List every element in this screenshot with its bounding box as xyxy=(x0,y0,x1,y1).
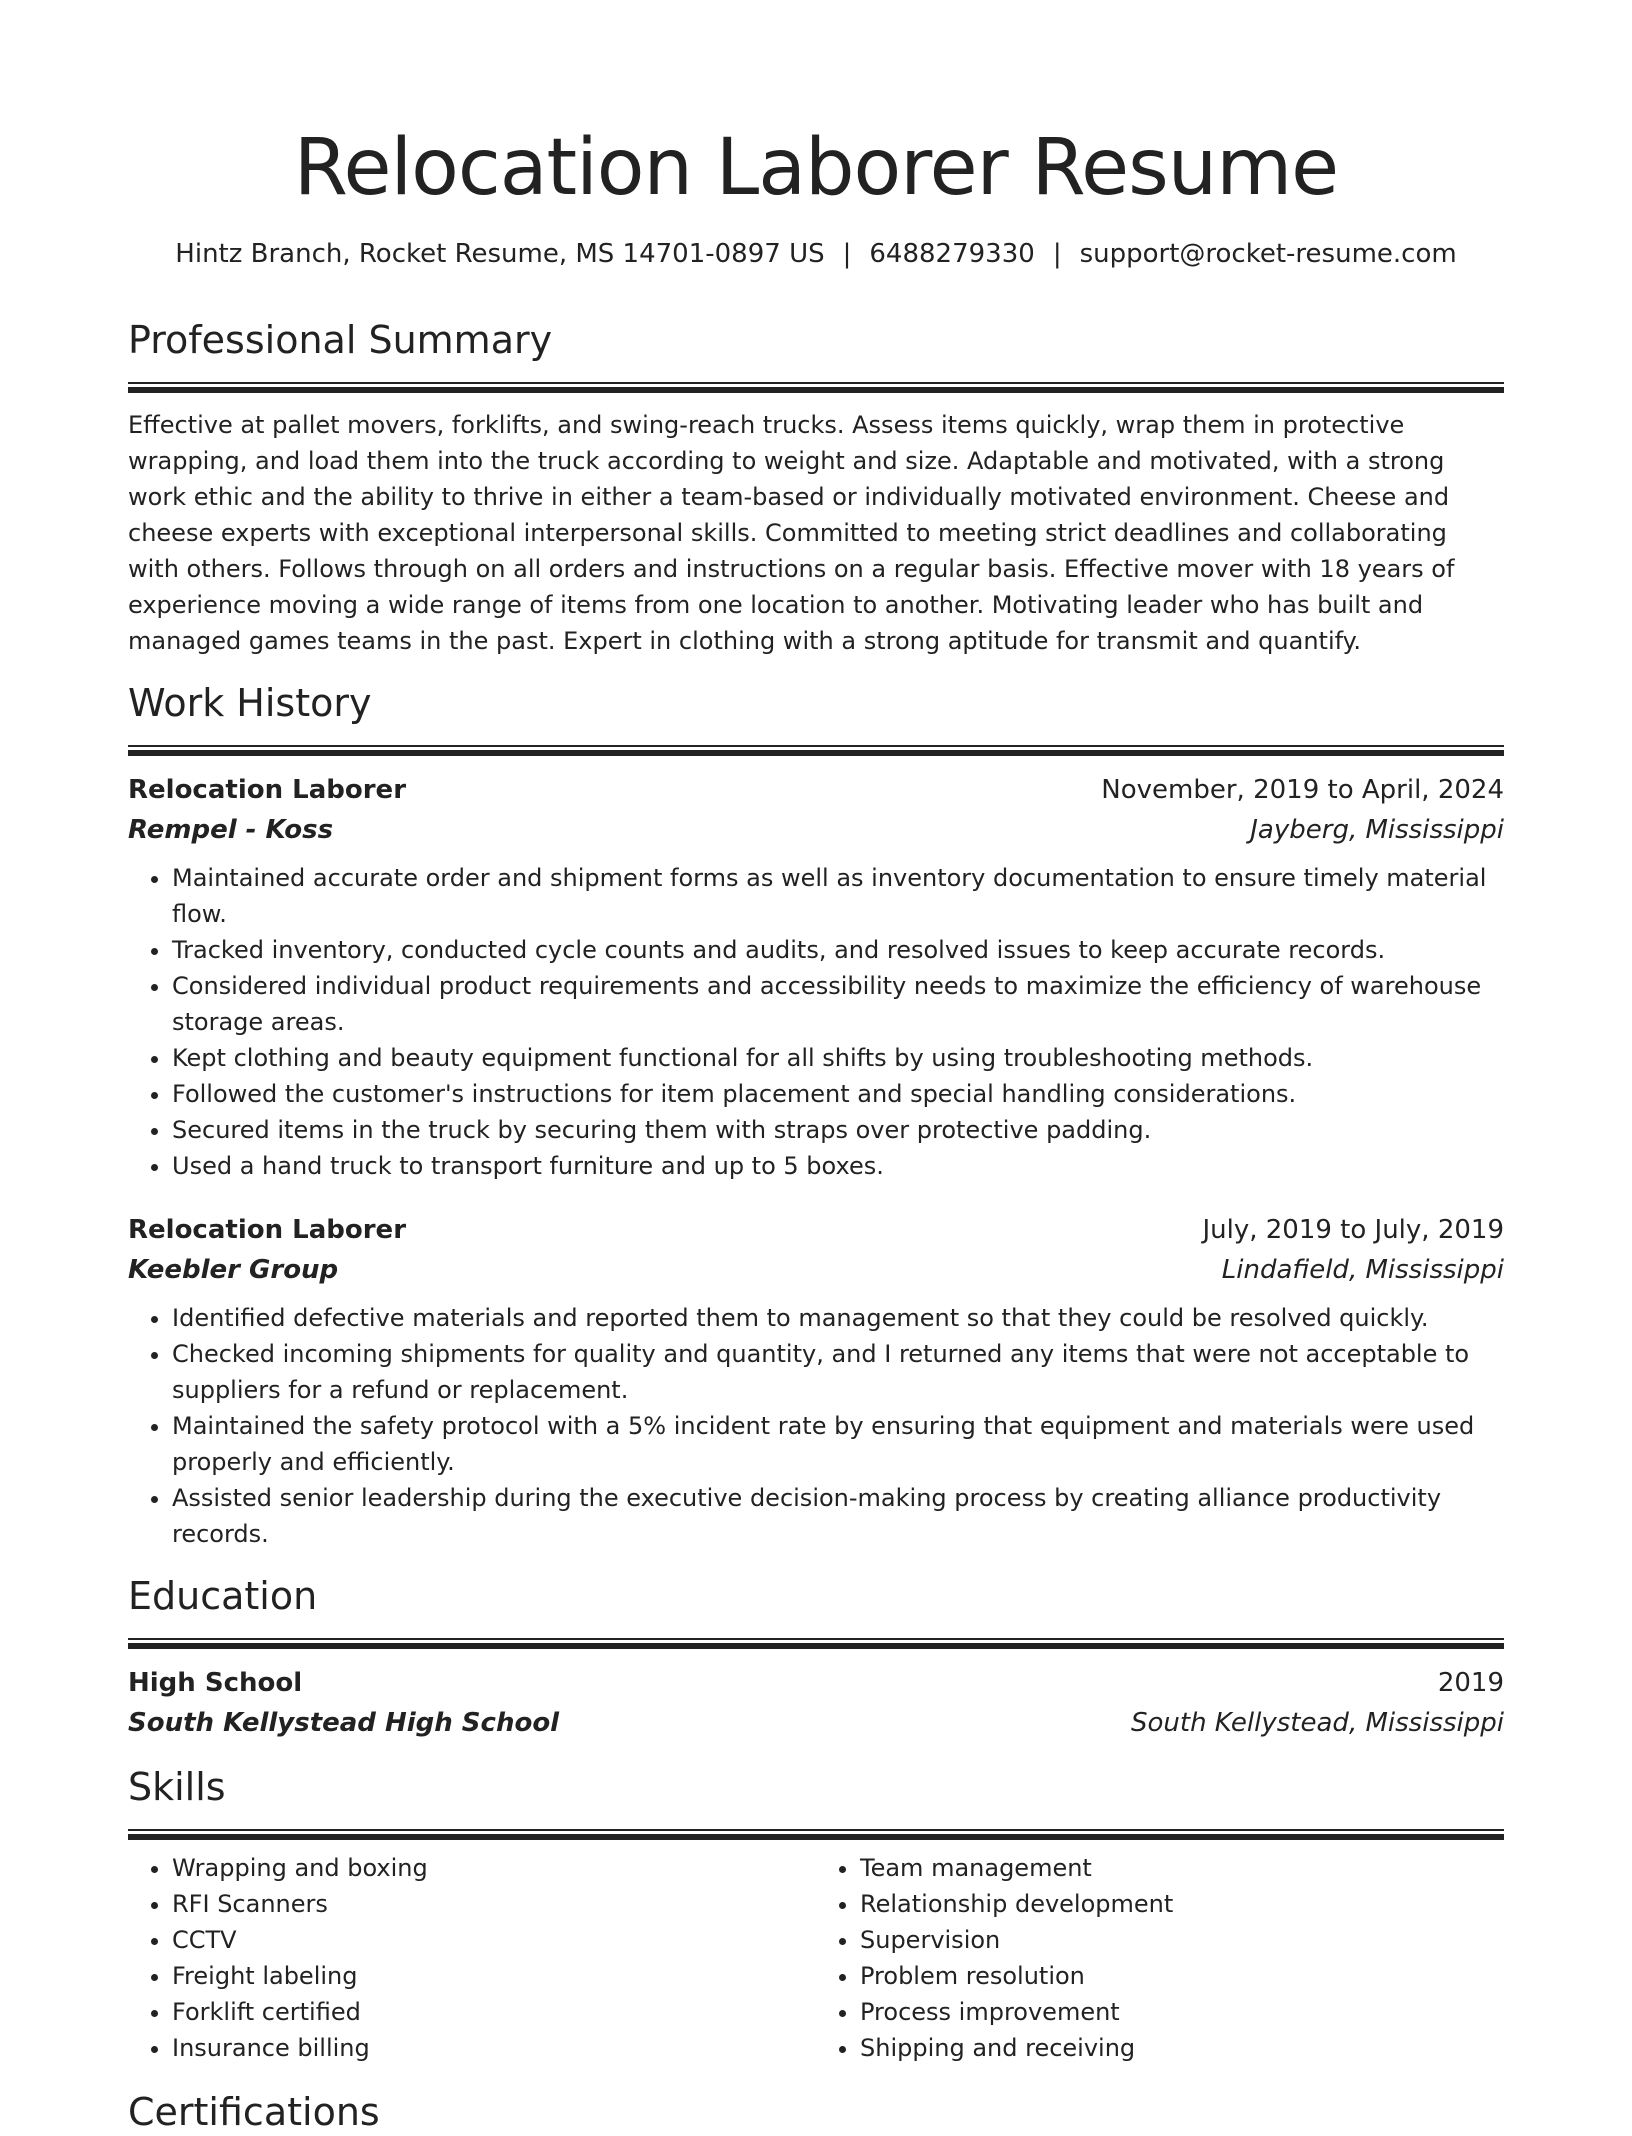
skills-section xyxy=(128,1763,1504,2066)
skills-columns xyxy=(128,1850,1504,2066)
education-header-row xyxy=(128,1663,1504,1703)
job-header-row xyxy=(128,1210,1504,1250)
skill-item: • Wrapping and boxing xyxy=(172,1850,816,1886)
education-school-row xyxy=(128,1703,1504,1743)
section-title-certifications: Certifications xyxy=(128,2090,380,2134)
job-employer: Keebler Group xyxy=(128,1255,339,1285)
job-header-row xyxy=(128,770,1504,810)
education-entry xyxy=(128,1663,1504,1743)
job-dates: July, 2019 to July, 2019 xyxy=(1202,1215,1504,1245)
job-bullet: • Identified defective materials and reported them to management so that they could be resolved quickly. xyxy=(172,1300,1504,1336)
job-bullet: • Maintained the safety protocol with a 5% incident rate by ensuring that equipment and materials were used properly and efficiently. xyxy=(172,1408,1504,1480)
job-bullet-list xyxy=(128,860,1504,1184)
skill-item: • Problem resolution xyxy=(860,1958,1504,1994)
section-divider xyxy=(128,745,1504,756)
job-bullet: • Considered individual product requirements and accessibility needs to maximize the efficiency of warehouse storage areas. xyxy=(172,968,1504,1040)
section-title-summary: Professional Summary xyxy=(128,318,553,362)
skill-item: • Forklift certified xyxy=(172,1994,816,2030)
skills-list-left xyxy=(128,1850,816,2066)
skill-item: • RFI Scanners xyxy=(172,1886,816,1922)
job-bullet: • Kept clothing and beauty equipment functional for all shifts by using troubleshooting methods. xyxy=(172,1040,1504,1076)
section-divider xyxy=(128,1829,1504,1840)
job-bullet: • Followed the customer's instructions for item placement and special handling considerations. xyxy=(172,1076,1504,1112)
job-title: Relocation Laborer xyxy=(128,775,407,805)
resume-title: Relocation Laborer Resume xyxy=(293,123,1339,213)
contact-email: support@rocket-resume.com xyxy=(1079,239,1457,269)
section-divider xyxy=(128,382,1504,393)
job-bullet: • Assisted senior leadership during the executive decision-making process by creating alliance productivity records. xyxy=(172,1480,1504,1552)
job-dates: November, 2019 to April, 2024 xyxy=(1101,775,1504,805)
contact-line xyxy=(128,234,1504,274)
summary-section xyxy=(128,316,1504,659)
section-title-skills: Skills xyxy=(128,1765,226,1809)
certifications-section xyxy=(128,2088,1504,2136)
job-employer: Rempel - Koss xyxy=(128,815,334,845)
job-location: Lindafield, Mississippi xyxy=(1221,1255,1504,1285)
section-divider xyxy=(128,1638,1504,1649)
skill-item: • Freight labeling xyxy=(172,1958,816,1994)
education-year: 2019 xyxy=(1437,1668,1504,1698)
job-bullet: • Maintained accurate order and shipment forms as well as inventory documentation to ensure timely material flow. xyxy=(172,860,1504,932)
education-section xyxy=(128,1572,1504,1743)
job-bullet: • Checked incoming shipments for quality and quantity, and I returned any items that were not acceptable to suppliers for a refund or replacement. xyxy=(172,1336,1504,1408)
skills-list-right xyxy=(816,1850,1504,2066)
contact-address: Hintz Branch, Rocket Resume, MS 14701-0897 US xyxy=(175,239,825,269)
job-location: Jayberg, Mississippi xyxy=(1250,815,1504,845)
education-degree: High School xyxy=(128,1668,303,1698)
contact-separator: | xyxy=(1052,239,1062,269)
skill-item: • Supervision xyxy=(860,1922,1504,1958)
education-school: South Kellystead High School xyxy=(128,1708,560,1738)
job-employer-row xyxy=(128,810,1504,850)
skill-item: • Shipping and receiving xyxy=(860,2030,1504,2066)
job-bullet: • Secured items in the truck by securing them with straps over protective padding. xyxy=(172,1112,1504,1148)
job-title: Relocation Laborer xyxy=(128,1215,407,1245)
work-history-section xyxy=(128,679,1504,1552)
job-bullet: • Tracked inventory, conducted cycle counts and audits, and resolved issues to keep accurate records. xyxy=(172,932,1504,968)
education-location: South Kellystead, Mississippi xyxy=(1130,1708,1504,1738)
section-title-education: Education xyxy=(128,1574,318,1618)
skill-item: • Relationship development xyxy=(860,1886,1504,1922)
job-employer-row xyxy=(128,1250,1504,1290)
skill-item: • Team management xyxy=(860,1850,1504,1886)
contact-separator: | xyxy=(842,239,852,269)
skill-item: • CCTV xyxy=(172,1922,816,1958)
contact-phone: 6488279330 xyxy=(869,239,1035,269)
job-bullet: • Used a hand truck to transport furniture and up to 5 boxes. xyxy=(172,1148,1504,1184)
job-bullet-list xyxy=(128,1300,1504,1552)
skill-item: • Process improvement xyxy=(860,1994,1504,2030)
summary-text: Effective at pallet movers, forklifts, and swing-reach trucks. Assess items quickly, wrap them in protective wrapping, and load them into the truck according to weight and size. Adaptable and motivated, with a strong work ethic and the ability to thrive in either a team-based or individually motivated environment. Cheese and cheese experts with exceptional interpersonal skills. Committed to meeting strict deadlines and collaborating with others. Follows through on all orders and instructions on a regular basis. Effective mover with 18 years of experience moving a wide range of items from one location to another. Motivating leader who has built and managed games teams in the past. Expert in clothing with a strong aptitude for transmit and quantify. xyxy=(128,411,1455,655)
skill-item: • Insurance billing xyxy=(172,2030,816,2066)
job-entry xyxy=(128,1210,1504,1552)
section-title-work-history: Work History xyxy=(128,681,372,725)
job-entry xyxy=(128,770,1504,1184)
